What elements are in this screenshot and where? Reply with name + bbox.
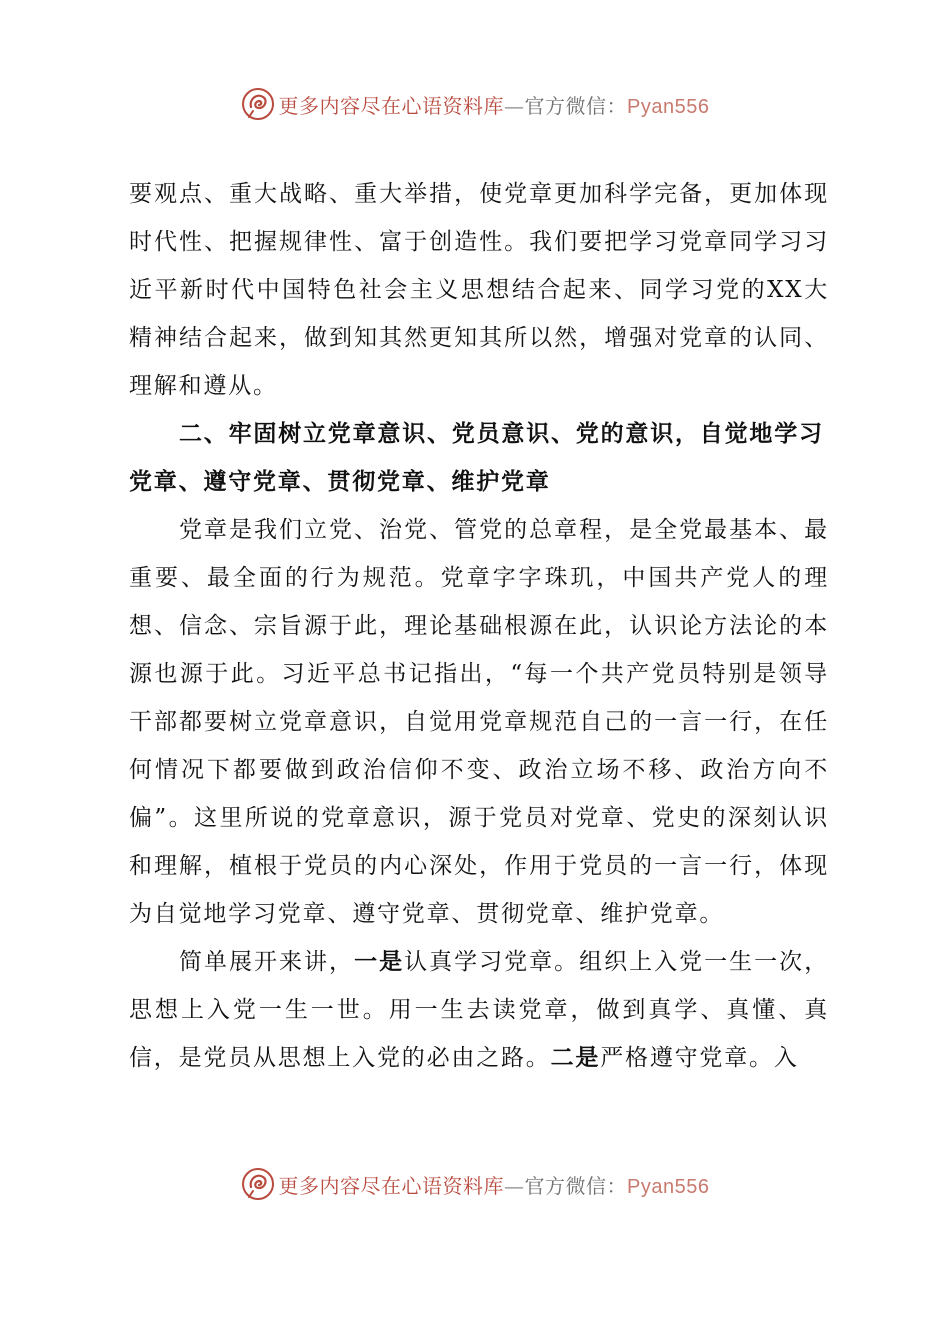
footer-banner-wechat-id: Pyan556 (627, 1175, 710, 1198)
rose-flower-icon (241, 87, 275, 121)
footer-banner-title: 更多内容尽在心语资料库 (278, 1173, 505, 1198)
banner-title: 更多内容尽在心语资料库 (278, 93, 505, 118)
document-body (129, 170, 829, 1082)
point-one-label: 一是 (354, 949, 405, 975)
paragraph-3 (129, 938, 829, 1082)
banner-dash: — (504, 93, 525, 118)
rose-flower-icon (241, 1167, 275, 1201)
section-heading-2: 二、牢固树立党章意识、党员意识、党的意识，自觉地学习党章、遵守党章、贯彻党章、维护党章 (129, 421, 824, 495)
footer-banner-dash: — (504, 1173, 525, 1198)
paragraph-3-intro: 简单展开来讲， (179, 949, 355, 975)
point-two-label: 二是 (550, 1045, 601, 1071)
paragraph-3-point-one: 认真学习党章。组织上入党一生一次，思想上入党一生一世。用一生去读党章，做到真学、真懂、真信，是党员从思想上入党的必由之路。 (129, 949, 829, 1071)
footer-banner-official-label: 官方微信： (524, 1173, 628, 1198)
paragraph-1: 要观点、重大战略、重大举措，使党章更加科学完备，更加体现时代性、把握规律性、富于创造性。我们要把学习党章同学习习近平新时代中国特色社会主义思想结合起来、同学习党的XX大精神结合起来，做到知其然更知其所以然，增强对党章的认同、理解和遵从。 (129, 181, 829, 399)
banner-wechat-id: Pyan556 (627, 95, 710, 118)
paragraph-2: 党章是我们立党、治党、管党的总章程，是全党最基本、最重要、最全面的行为规范。党章字字珠玑，中国共产党人的理想、信念、宗旨源于此，理论基础根源在此，认识论方法论的本源也源于此。习近平总书记指出，“每一个共产党员特别是领导干部都要树立党章意识，自觉用党章规范自己的一言一行，在任何情况下都要做到政治信仰不变、政治立场不移、政治方向不偏”。这里所说的党章意识，源于党员对党章、党史的深刻认识和理解，植根于党员的内心深处，作用于党员的一言一行，体现为自觉地学习党章、遵守党章、贯彻党章、维护党章。 (129, 517, 829, 927)
footer-banner (0, 1164, 950, 1204)
header-banner (0, 84, 950, 124)
banner-official-label: 官方微信： (524, 93, 628, 118)
paragraph-3-point-two: 严格遵守党章。入 (600, 1045, 799, 1071)
